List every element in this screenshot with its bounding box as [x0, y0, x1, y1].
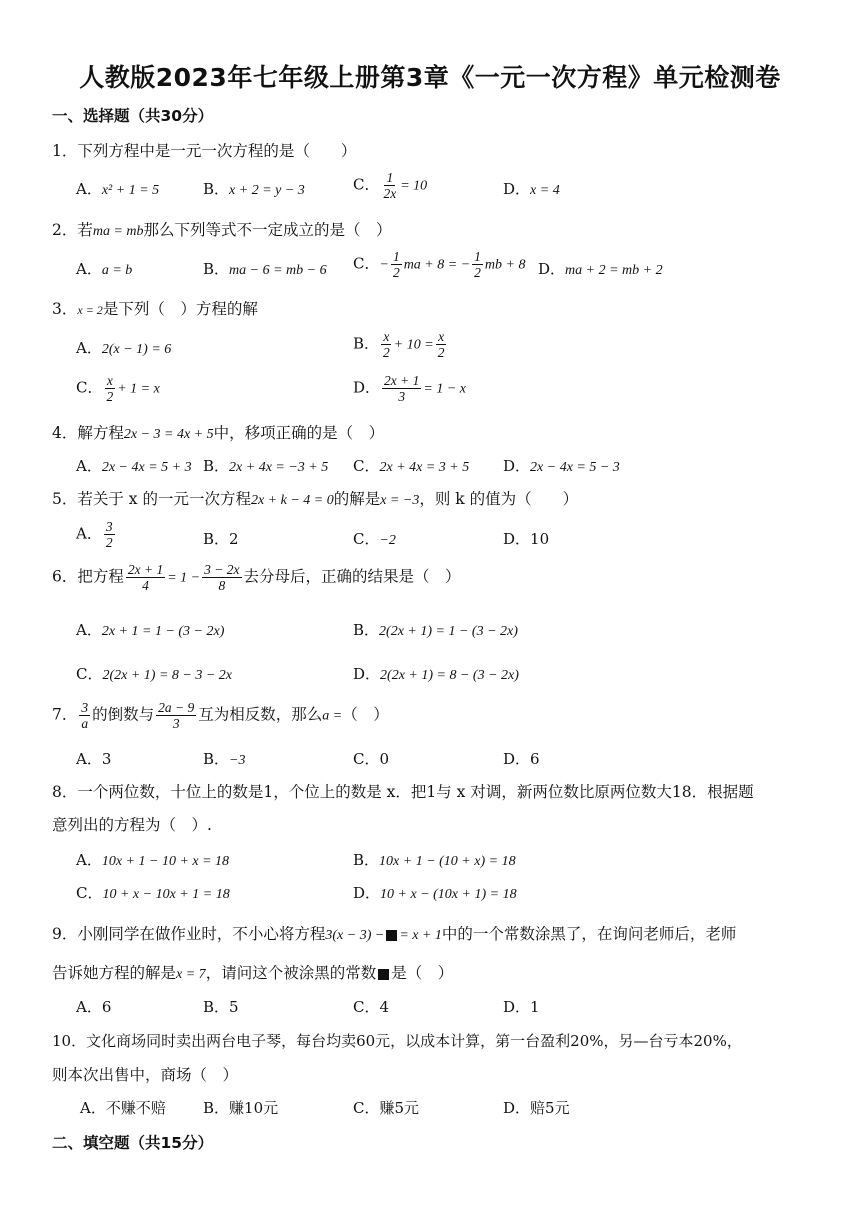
q8-option-b	[353, 849, 516, 870]
math: −	[379, 257, 389, 273]
q5-option-d: D．10	[503, 530, 550, 548]
denominator: 4	[142, 578, 149, 593]
fraction	[381, 170, 398, 201]
numerator: 2x + 1	[384, 373, 420, 388]
stem-text: 9．小刚同学在做作业时，不小心将方程	[52, 925, 326, 943]
denominator: a	[81, 716, 89, 731]
stem-text: 互为相反数，那么	[198, 705, 323, 724]
denominator: 2	[105, 535, 113, 550]
question-1-stem: 1．下列方程中是一元一次方程的是（ ）	[52, 142, 357, 160]
option-label: A．	[76, 457, 102, 475]
q9-option-b: B．5	[203, 998, 239, 1016]
q1-option-b	[203, 178, 305, 199]
q2-option-d-math: ma + 2 = mb + 2	[565, 263, 663, 278]
numerator: 1	[392, 249, 400, 264]
numerator: 1	[386, 170, 394, 185]
option-label: D．	[538, 260, 566, 278]
stem-math: ma = mb	[92, 224, 144, 239]
numerator: x	[383, 329, 390, 344]
math: + 1 = x	[117, 381, 160, 397]
q1-option-a-math: x² + 1 = 5	[101, 183, 160, 198]
q2-option-c	[353, 249, 525, 280]
numerator: 3	[81, 700, 89, 715]
q6-option-a-math: 2x + 1 = 1 − (3 − 2x)	[101, 624, 225, 639]
math: mb + 8	[484, 257, 526, 273]
option-label: D．	[353, 884, 381, 902]
denominator: 2x	[383, 186, 397, 201]
q6-option-a	[76, 619, 224, 640]
q6-option-c	[76, 663, 232, 684]
option-label: B．	[203, 457, 230, 475]
q8-option-d-math: 10 + x − (10x + 1) = 18	[380, 887, 517, 902]
q2-option-b	[203, 258, 327, 279]
stem-text: 5．若关于 x 的一元一次方程	[52, 490, 251, 508]
q5-option-a	[76, 519, 117, 550]
q3-option-a	[76, 337, 171, 358]
fraction	[436, 329, 447, 360]
option-label: D．	[353, 665, 381, 683]
q8-option-c	[76, 882, 230, 903]
denominator: 3	[172, 716, 180, 731]
q4-option-d-math: 2x − 4x = 5 − 3	[530, 460, 620, 475]
question-4-stem	[52, 421, 384, 443]
option-label: C．	[76, 884, 103, 902]
numerator: 2a − 9	[158, 700, 195, 715]
q10-option-a: A．不赚不赔	[80, 1099, 166, 1117]
q9-option-d: D．1	[503, 998, 540, 1016]
stem-text: 是下列（ ）方程的解	[102, 300, 258, 318]
stem-text: 3．	[52, 300, 78, 318]
blacked-out-square-icon	[378, 969, 389, 980]
numerator: 1	[474, 249, 481, 264]
q8-option-a	[76, 849, 229, 870]
option-label: A．	[76, 260, 102, 278]
question-9-line-1	[52, 922, 736, 944]
q9-option-a: A．6	[76, 998, 112, 1016]
q5-option-b: B．2	[203, 530, 239, 548]
q8-option-a-math: 10x + 1 − 10 + x = 18	[101, 854, 230, 869]
option-label: C．	[353, 175, 380, 194]
fraction	[202, 562, 241, 593]
option-label: B．	[353, 621, 380, 639]
numerator: 3 − 2x	[204, 562, 240, 577]
math: + 10 =	[393, 337, 434, 353]
q10-option-d: D．赔5元	[503, 1099, 570, 1117]
fraction	[104, 373, 115, 404]
stem-math: x = 2	[77, 303, 103, 317]
q1-option-d-math: x = 4	[530, 183, 560, 198]
q1-option-d	[503, 178, 560, 199]
q1-option-c-rest: = 10	[400, 178, 428, 194]
question-7-stem	[52, 700, 389, 731]
denominator: 2	[392, 265, 400, 280]
fraction	[391, 249, 402, 280]
q7-option-c: C．0	[353, 750, 390, 768]
math: ma + 8 = −	[403, 257, 471, 273]
q7-option-d: D．6	[503, 750, 540, 768]
fraction	[381, 329, 392, 360]
section-heading-choice: 一、选择题（共30分）	[52, 107, 214, 125]
stem-text: 是（ ）	[391, 964, 454, 982]
option-label: A．	[76, 851, 102, 869]
q4-option-c	[353, 455, 469, 476]
q4-option-d	[503, 455, 620, 476]
question-3-stem	[52, 297, 258, 319]
q2-option-b-math: ma − 6 = mb − 6	[229, 263, 327, 278]
fraction	[126, 562, 165, 593]
option-label: A．	[76, 524, 102, 543]
q1-option-b-math: x + 2 = y − 3	[229, 183, 305, 198]
section-heading-fill-in: 二、填空题（共15分）	[52, 1134, 214, 1152]
q7-option-a: A．3	[76, 750, 112, 768]
q10-option-b: B．赚10元	[203, 1099, 279, 1117]
q2-option-d	[538, 258, 663, 279]
denominator: 2	[106, 389, 114, 404]
q6-option-d	[353, 663, 519, 684]
q5-option-c	[353, 528, 396, 549]
q4-option-b-math: 2x + 4x = −3 + 5	[229, 460, 329, 475]
numerator: x	[106, 373, 113, 388]
denominator: 3	[398, 389, 406, 404]
numerator: x	[438, 329, 445, 344]
fraction	[104, 519, 115, 550]
option-label: B．	[353, 851, 380, 869]
stem-text: （ ）	[342, 705, 389, 724]
stem-text: 2．若	[52, 221, 93, 239]
option-label: A．	[76, 621, 102, 639]
q10-option-c: C．赚5元	[353, 1099, 420, 1117]
stem-math: 3(x − 3) −	[325, 928, 385, 943]
q7-option-b	[203, 748, 245, 769]
option-label: D．	[503, 457, 531, 475]
stem-text: 那么下列等式不一定成立的是（ ）	[143, 221, 392, 239]
q3-option-b	[353, 329, 448, 360]
stem-text: 的解是	[333, 490, 381, 508]
option-label: C．	[76, 665, 103, 683]
option-label: C．	[353, 457, 380, 475]
option-label: B．	[203, 750, 230, 768]
q4-option-a	[76, 455, 192, 476]
denominator: 2	[437, 345, 445, 360]
fraction	[472, 249, 483, 280]
q4-option-b	[203, 455, 328, 476]
stem-text: 的倒数与	[92, 705, 155, 724]
question-10-line-2: 则本次出售中，商场（ ）	[52, 1066, 239, 1084]
stem-text: ，请问这个被涂黑的常数	[205, 964, 377, 982]
q8-option-b-math: 10x + 1 − (10 + x) = 18	[379, 854, 516, 869]
q4-option-a-math: 2x − 4x = 5 + 3	[101, 460, 192, 475]
q6-option-d-math: 2(2x + 1) = 8 − (3 − 2x)	[380, 668, 519, 683]
q5-option-c-math: −2	[379, 533, 396, 548]
stem-text: 中，移项正确的是（ ）	[213, 424, 385, 442]
stem-math: a =	[322, 708, 343, 724]
q6-option-b-math: 2(2x + 1) = 1 − (3 − 2x)	[379, 624, 518, 639]
q9-option-c: C．4	[353, 998, 390, 1016]
q3-option-d	[353, 373, 466, 404]
page-title: 人教版2023年七年级上册第3章《一元一次方程》单元检测卷	[79, 63, 781, 92]
numerator: 2x + 1	[127, 562, 164, 577]
option-label: C．	[353, 530, 380, 548]
question-8-line-2: 意列出的方程为（ ）.	[52, 816, 212, 834]
q7-option-b-math: −3	[229, 753, 246, 768]
fraction	[156, 700, 196, 731]
question-5-stem	[52, 487, 578, 509]
stem-math: = 1 −	[167, 570, 201, 586]
q2-option-a-math: a = b	[101, 263, 133, 278]
stem-math: x = 7	[176, 967, 206, 982]
stem-text: 去分母后，正确的结果是（ ）	[243, 567, 461, 586]
option-label: D．	[353, 378, 381, 397]
q4-option-c-math: 2x + 4x = 3 + 5	[379, 460, 470, 475]
question-6-stem	[52, 562, 461, 593]
stem-text: 告诉她方程的解是	[52, 964, 177, 982]
math: = 1 − x	[423, 381, 466, 397]
option-label: A．	[76, 339, 102, 357]
option-label: B．	[203, 260, 230, 278]
stem-text: 4．解方程	[52, 424, 124, 442]
option-label: B．	[353, 334, 380, 353]
q8-option-d	[353, 882, 517, 903]
option-label: B．	[203, 180, 230, 198]
q8-option-c-math: 10 + x − 10x + 1 = 18	[102, 887, 230, 902]
question-10-line-1: 10．文化商场同时卖出两台电子琴，每台均卖60元，以成本计算，第一台盈利20%，另—台亏本20%，	[52, 1032, 742, 1050]
stem-text: 7．	[52, 705, 78, 724]
option-label: D．	[503, 180, 531, 198]
stem-math: 2x + k − 4 = 0	[250, 493, 334, 508]
stem-math: 2x − 3 = 4x + 5	[123, 427, 214, 442]
q1-option-a	[76, 178, 159, 199]
option-label: C．	[76, 378, 103, 397]
numerator: 3	[105, 519, 113, 534]
stem-math: = x + 1	[399, 928, 442, 943]
denominator: 2	[383, 345, 390, 360]
q2-option-a	[76, 258, 132, 279]
question-8-line-1: 8．一个两位数，十位上的数是1，个位上的数是 x．把1与 x 对调，新两位数比原两位数大18．根据题	[52, 783, 754, 801]
stem-math: x = −3	[380, 493, 420, 508]
q3-option-c	[76, 373, 160, 404]
fraction	[79, 700, 90, 731]
denominator: 2	[474, 265, 481, 280]
q1-option-c	[353, 170, 427, 201]
q6-option-c-math: 2(2x + 1) = 8 − 3 − 2x	[102, 668, 233, 683]
option-label: A．	[76, 180, 102, 198]
stem-text: ，则 k 的值为（ ）	[419, 490, 579, 508]
q3-option-a-math: 2(x − 1) = 6	[101, 342, 172, 357]
question-2-stem	[52, 218, 392, 240]
q6-option-b	[353, 619, 518, 640]
stem-text: 中的一个常数涂黑了，在询问老师后，老师	[441, 925, 737, 943]
denominator: 8	[218, 578, 226, 593]
stem-text: 6．把方程	[52, 567, 124, 586]
fraction	[382, 373, 421, 404]
blacked-out-square-icon	[386, 930, 397, 941]
option-label: C．	[353, 254, 380, 273]
question-9-line-2	[52, 961, 453, 983]
